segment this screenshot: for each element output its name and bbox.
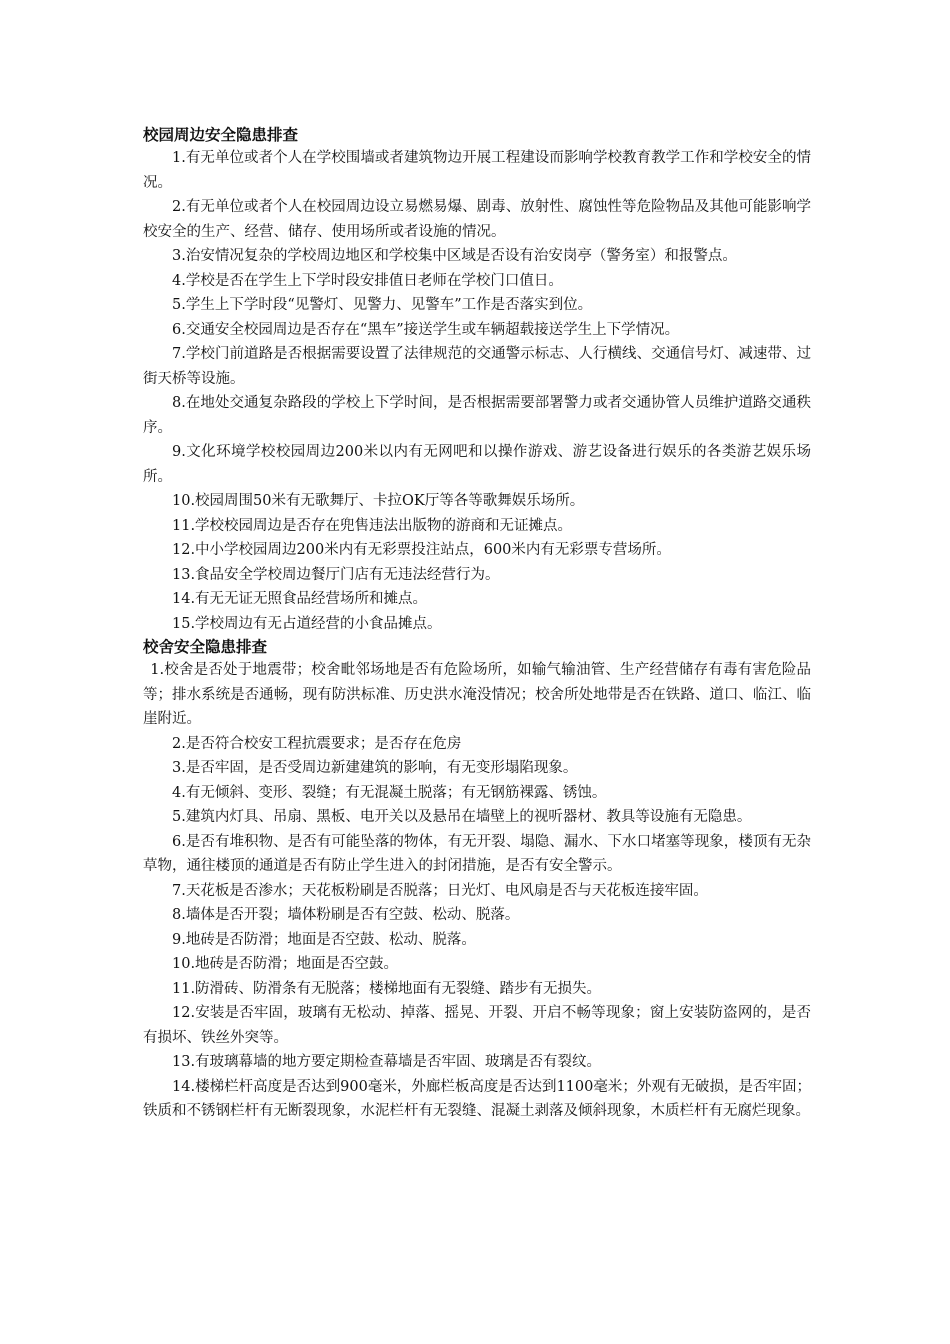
list-item: 3.是否牢固，是否受周边新建建筑的影响，有无变形塌陷现象。	[172, 760, 578, 776]
list-item: 7.学校门前道路是否根据需要设置了法律规范的交通警示标志、人行横线、交通信号灯、减速带、过街天桥等设施。	[143, 346, 811, 387]
list-item: 3.治安情况复杂的学校周边地区和学校集中区域是否设有治安岗亭（警务室）和报警点。	[172, 248, 737, 264]
section-title-campus-surroundings: 校园周边安全隐患排查	[143, 126, 299, 144]
list-item: 4.有无倾斜、变形、裂缝；有无混凝土脱落；有无钢筋裸露、锈蚀。	[172, 784, 607, 801]
campus-surroundings-list	[143, 146, 811, 636]
list-item: 5.建筑内灯具、吊扇、黑板、电开关以及悬吊在墙壁上的视听器材、教具等设施有无隐患。	[172, 809, 752, 825]
section-title-school-buildings: 校舍安全隐患排查	[143, 638, 268, 656]
list-item: 13.有玻璃幕墙的地方要定期检查幕墙是否牢固、玻璃是否有裂纹。	[172, 1054, 602, 1070]
document-page	[143, 124, 811, 1124]
list-item: 7.天花板是否渗水；天花板粉刷是否脱落；日光灯、电风扇是否与天花板连接牢固。	[172, 882, 708, 899]
school-buildings-list	[143, 658, 811, 1124]
list-item: 2.有无单位或者个人在校园周边设立易燃易爆、剧毒、放射性、腐蚀性等危险物品及其他可能影响学校安全的生产、经营、储存、使用场所或者设施的情况。	[143, 199, 811, 240]
list-item: 15.学校周边有无占道经营的小食品摊点。	[172, 615, 442, 632]
list-item: 2.是否符合校安工程抗震要求；是否存在危房	[172, 735, 462, 752]
list-item: 14.有无无证无照食品经营场所和摊点。	[172, 591, 428, 607]
list-item: 6.交通安全校园周边是否存在“黑车”接送学生或车辆超载接送学生上下学情况。	[172, 321, 680, 338]
list-item: 1.校舍是否处于地震带；校舍毗邻场地是否有危险场所，如输气输油管、生产经营储存有毒有害危险品等；排水系统是否通畅，现有防洪标准、历史洪水淹没情况；校舍所处地带是否在铁路、道口、临江、临崖附近。	[143, 662, 811, 727]
list-item: 8.在地处交通复杂路段的学校上下学时间，是否根据需要部署警力或者交通协管人员维护道路交通秩序。	[143, 395, 811, 436]
list-item: 8.墙体是否开裂；墙体粉刷是否有空鼓、松动、脱落。	[172, 907, 520, 923]
list-item: 10.地砖是否防滑；地面是否空鼓。	[172, 956, 399, 972]
list-item: 11.防滑砖、防滑条有无脱落；楼梯地面有无裂缝、踏步有无损失。	[172, 980, 602, 997]
list-item: 4.学校是否在学生上下学时段安排值日老师在学校门口值日。	[172, 272, 563, 289]
list-item: 6.是否有堆积物、是否有可能坠落的物体，有无开裂、塌隐、漏水、下水口堵塞等现象，楼顶有无杂草物，通往楼顶的通道是否有防止学生进入的封闭措施，是否有安全警示。	[143, 833, 811, 874]
list-item: 10.校园周围50米有无歌舞厅、卡拉OK厅等各等歌舞娱乐场所。	[172, 493, 585, 509]
list-item: 11.学校校园周边是否存在兜售违法出版物的游商和无证摊点。	[172, 517, 573, 534]
list-item: 5.学生上下学时段“见警灯、见警力、见警车”工作是否落实到位。	[172, 297, 593, 313]
list-item: 9.文化环境学校校园周边200米以内有无网吧和以操作游戏、游艺设备进行娱乐的各类游艺娱乐场所。	[143, 444, 811, 485]
list-item: 12.中小学校园周边200米内有无彩票投注站点，600米内有无彩票专营场所。	[172, 542, 671, 558]
list-item: 1.有无单位或者个人在学校围墙或者建筑物边开展工程建设而影响学校教育教学工作和学校安全的情况。	[143, 150, 811, 191]
list-item: 13.食品安全学校周边餐厅门店有无违法经营行为。	[172, 566, 500, 583]
list-item: 12.安装是否牢固，玻璃有无松动、掉落、摇晃、开裂、开启不畅等现象；窗上安装防盗网的，是否有损坏、铁丝外突等。	[143, 1005, 811, 1046]
list-item: 9.地砖是否防滑；地面是否空鼓、松动、脱落。	[172, 931, 476, 948]
list-item: 14.楼梯栏杆高度是否达到900毫米，外廊栏板高度是否达到1100毫米；外观有无破损，是否牢固；铁质和不锈钢栏杆有无断裂现象，水泥栏杆有无裂缝、混凝土剥落及倾斜现象，木质栏杆有无腐烂现象。	[143, 1078, 811, 1119]
